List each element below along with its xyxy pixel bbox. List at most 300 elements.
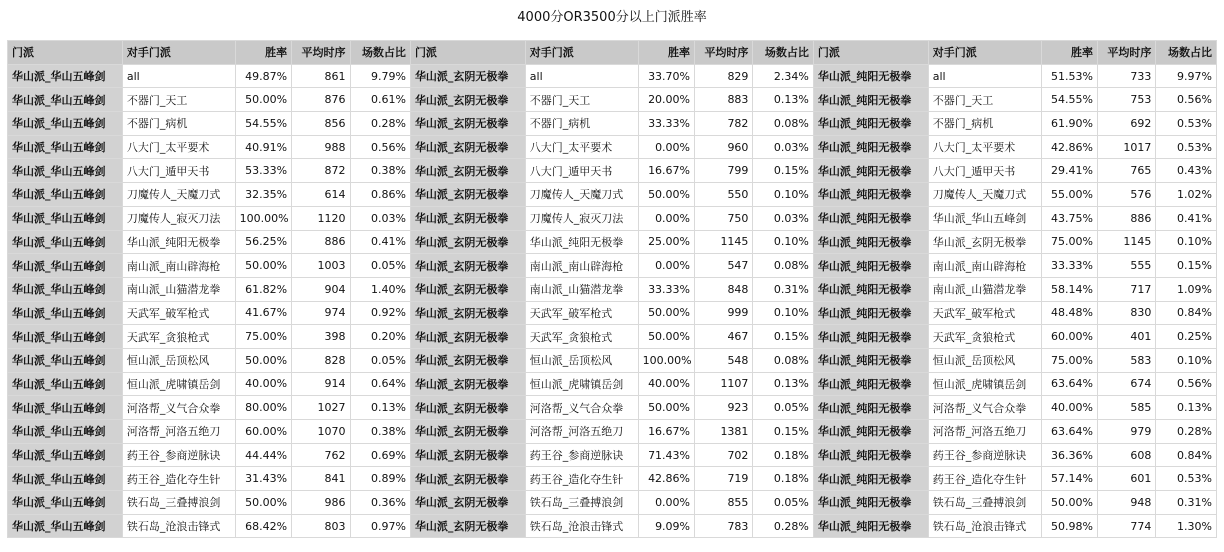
sect-cell: 华山派_纯阳无极拳 (813, 112, 928, 136)
match-share-cell: 0.05% (350, 254, 410, 278)
win-rate-cell: 0.00% (638, 206, 694, 230)
avg-timing-cell: 719 (695, 467, 753, 491)
win-rate-cell: 16.67% (638, 420, 694, 444)
match-share-cell: 0.10% (1156, 230, 1217, 254)
match-share-cell: 0.41% (350, 230, 410, 254)
sect-cell: 华山派_纯阳无极拳 (813, 491, 928, 515)
win-rate-cell: 0.00% (638, 254, 694, 278)
win-rate-cell: 31.43% (235, 467, 291, 491)
avg-timing-cell: 547 (695, 254, 753, 278)
sect-cell: 华山派_纯阳无极拳 (813, 206, 928, 230)
opponent-cell: 华山派_纯阳无极拳 (122, 230, 235, 254)
opponent-cell: 铁石岛_三叠搏浪剑 (525, 491, 638, 515)
win-rate-cell: 0.00% (638, 135, 694, 159)
win-rate-cell: 63.64% (1041, 372, 1097, 396)
win-rate-cell: 54.55% (235, 112, 291, 136)
avg-timing-cell: 999 (695, 301, 753, 325)
table-row (8, 112, 1217, 136)
table-row (8, 159, 1217, 183)
opponent-cell: 南山派_南山辟海枪 (525, 254, 638, 278)
win-rate-cell: 75.00% (235, 325, 291, 349)
header-row (8, 41, 1217, 65)
sect-cell: 华山派_玄阴无极拳 (410, 325, 525, 349)
win-rate-cell: 63.64% (1041, 420, 1097, 444)
win-rate-cell: 40.00% (638, 372, 694, 396)
match-share-cell: 0.43% (1156, 159, 1217, 183)
avg-timing-cell: 576 (1097, 183, 1155, 207)
opponent-header: 对手门派 (928, 41, 1041, 65)
table-row (8, 325, 1217, 349)
avg-timing-cell: 692 (1097, 112, 1155, 136)
avg-timing-cell: 979 (1097, 420, 1155, 444)
avg-timing-cell: 750 (695, 206, 753, 230)
table-row (8, 372, 1217, 396)
avg-timing-cell: 783 (695, 514, 753, 538)
win-rate-cell: 50.00% (1041, 491, 1097, 515)
table-row (8, 301, 1217, 325)
table-row (8, 467, 1217, 491)
win-rate-header: 胜率 (235, 41, 291, 65)
avg-timing-header: 平均时序 (695, 41, 753, 65)
sect-cell: 华山派_华山五峰剑 (8, 135, 123, 159)
win-rate-cell: 40.00% (235, 372, 291, 396)
opponent-cell: 铁石岛_三叠搏浪剑 (122, 491, 235, 515)
sect-cell: 华山派_华山五峰剑 (8, 159, 123, 183)
match-share-header: 场数占比 (1156, 41, 1217, 65)
opponent-cell: 恒山派_岳顶松风 (122, 348, 235, 372)
avg-timing-cell: 733 (1097, 64, 1155, 88)
sect-cell: 华山派_华山五峰剑 (8, 443, 123, 467)
opponent-cell: 河洛帮_河洛五绝刀 (928, 420, 1041, 444)
opponent-cell: 不器门_病机 (122, 112, 235, 136)
sect-cell: 华山派_纯阳无极拳 (813, 277, 928, 301)
avg-timing-cell: 601 (1097, 467, 1155, 491)
match-share-cell: 0.10% (753, 183, 813, 207)
win-rate-cell: 41.67% (235, 301, 291, 325)
avg-timing-cell: 1381 (695, 420, 753, 444)
win-rate-cell: 40.00% (1041, 396, 1097, 420)
win-rate-cell: 44.44% (235, 443, 291, 467)
win-rate-cell: 58.14% (1041, 277, 1097, 301)
table-row (8, 254, 1217, 278)
avg-timing-cell: 548 (695, 348, 753, 372)
sect-cell: 华山派_华山五峰剑 (8, 112, 123, 136)
opponent-cell: 铁石岛_沧浪击锋式 (928, 514, 1041, 538)
opponent-cell: 恒山派_虎啸镇岳剑 (122, 372, 235, 396)
match-share-cell: 0.13% (753, 372, 813, 396)
table-row (8, 443, 1217, 467)
avg-timing-cell: 774 (1097, 514, 1155, 538)
match-share-cell: 0.08% (753, 348, 813, 372)
win-rate-cell: 50.00% (638, 183, 694, 207)
win-rate-cell: 0.00% (638, 491, 694, 515)
table-row (8, 64, 1217, 88)
avg-timing-cell: 872 (292, 159, 350, 183)
win-rate-cell: 9.09% (638, 514, 694, 538)
opponent-cell: 恒山派_岳顶松风 (525, 348, 638, 372)
avg-timing-cell: 717 (1097, 277, 1155, 301)
win-rate-cell: 71.43% (638, 443, 694, 467)
avg-timing-cell: 1145 (695, 230, 753, 254)
table-row (8, 135, 1217, 159)
match-share-cell: 0.18% (753, 467, 813, 491)
win-rate-cell: 50.98% (1041, 514, 1097, 538)
avg-timing-cell: 1070 (292, 420, 350, 444)
sect-cell: 华山派_纯阳无极拳 (813, 514, 928, 538)
avg-timing-cell: 614 (292, 183, 350, 207)
avg-timing-cell: 830 (1097, 301, 1155, 325)
win-rate-cell: 57.14% (1041, 467, 1097, 491)
match-share-cell: 0.15% (1156, 254, 1217, 278)
opponent-cell: 华山派_玄阴无极拳 (928, 230, 1041, 254)
table-row (8, 491, 1217, 515)
avg-timing-cell: 948 (1097, 491, 1155, 515)
match-share-cell: 0.28% (1156, 420, 1217, 444)
sect-header: 门派 (813, 41, 928, 65)
win-rate-cell: 33.33% (1041, 254, 1097, 278)
match-share-cell: 1.02% (1156, 183, 1217, 207)
opponent-cell: 恒山派_岳顶松风 (928, 348, 1041, 372)
opponent-cell: 八大门_遁甲天书 (122, 159, 235, 183)
opponent-cell: 天武军_破军枪式 (122, 301, 235, 325)
match-share-cell: 9.97% (1156, 64, 1217, 88)
table-row (8, 183, 1217, 207)
sect-cell: 华山派_纯阳无极拳 (813, 88, 928, 112)
sect-cell: 华山派_华山五峰剑 (8, 64, 123, 88)
opponent-cell: 不器门_病机 (525, 112, 638, 136)
sect-cell: 华山派_纯阳无极拳 (813, 159, 928, 183)
avg-timing-header: 平均时序 (1097, 41, 1155, 65)
opponent-cell: 八大门_太平要术 (928, 135, 1041, 159)
match-share-cell: 0.10% (753, 301, 813, 325)
avg-timing-cell: 799 (695, 159, 753, 183)
match-share-cell: 0.03% (753, 135, 813, 159)
opponent-cell: 河洛帮_义气合众拳 (525, 396, 638, 420)
sect-cell: 华山派_纯阳无极拳 (813, 183, 928, 207)
opponent-cell: 药王谷_参商逆脉诀 (928, 443, 1041, 467)
match-share-cell: 0.92% (350, 301, 410, 325)
avg-timing-cell: 782 (695, 112, 753, 136)
sect-cell: 华山派_华山五峰剑 (8, 206, 123, 230)
win-rate-cell: 33.33% (638, 112, 694, 136)
sect-cell: 华山派_华山五峰剑 (8, 88, 123, 112)
sect-cell: 华山派_玄阴无极拳 (410, 467, 525, 491)
win-rate-cell: 100.00% (235, 206, 291, 230)
match-share-cell: 0.25% (1156, 325, 1217, 349)
avg-timing-cell: 883 (695, 88, 753, 112)
win-rate-cell: 32.35% (235, 183, 291, 207)
sect-cell: 华山派_纯阳无极拳 (813, 348, 928, 372)
opponent-cell: 不器门_天工 (122, 88, 235, 112)
sect-cell: 华山派_玄阴无极拳 (410, 64, 525, 88)
match-share-cell: 0.03% (350, 206, 410, 230)
win-rate-cell: 75.00% (1041, 230, 1097, 254)
opponent-cell: all (928, 64, 1041, 88)
match-share-cell: 0.38% (350, 420, 410, 444)
match-share-cell: 0.10% (1156, 348, 1217, 372)
opponent-cell: 恒山派_虎啸镇岳剑 (525, 372, 638, 396)
avg-timing-cell: 876 (292, 88, 350, 112)
table-row (8, 514, 1217, 538)
sect-cell: 华山派_玄阴无极拳 (410, 206, 525, 230)
sect-header: 门派 (8, 41, 123, 65)
sect-cell: 华山派_华山五峰剑 (8, 254, 123, 278)
win-rate-cell: 50.00% (235, 348, 291, 372)
win-rate-cell: 51.53% (1041, 64, 1097, 88)
avg-timing-cell: 765 (1097, 159, 1155, 183)
sect-cell: 华山派_华山五峰剑 (8, 420, 123, 444)
sect-cell: 华山派_纯阳无极拳 (813, 254, 928, 278)
avg-timing-header: 平均时序 (292, 41, 350, 65)
avg-timing-cell: 841 (292, 467, 350, 491)
opponent-cell: 刀魔传人_天魔刀式 (122, 183, 235, 207)
match-share-cell: 0.53% (1156, 467, 1217, 491)
win-rate-cell: 60.00% (1041, 325, 1097, 349)
opponent-cell: 不器门_天工 (928, 88, 1041, 112)
opponent-cell: 药王谷_参商逆脉诀 (122, 443, 235, 467)
match-share-cell: 0.20% (350, 325, 410, 349)
opponent-header: 对手门派 (525, 41, 638, 65)
opponent-cell: 八大门_遁甲天书 (525, 159, 638, 183)
opponent-cell: 药王谷_造化夺生针 (525, 467, 638, 491)
match-share-cell: 0.41% (1156, 206, 1217, 230)
win-rate-cell: 20.00% (638, 88, 694, 112)
match-share-cell: 0.69% (350, 443, 410, 467)
win-rate-cell: 16.67% (638, 159, 694, 183)
sect-cell: 华山派_玄阴无极拳 (410, 159, 525, 183)
avg-timing-cell: 398 (292, 325, 350, 349)
avg-timing-cell: 828 (292, 348, 350, 372)
opponent-cell: 南山派_山猫潜龙拳 (525, 277, 638, 301)
sect-cell: 华山派_华山五峰剑 (8, 277, 123, 301)
sect-cell: 华山派_玄阴无极拳 (410, 301, 525, 325)
avg-timing-cell: 856 (292, 112, 350, 136)
match-share-cell: 0.36% (350, 491, 410, 515)
opponent-cell: 河洛帮_义气合众拳 (122, 396, 235, 420)
match-share-cell: 0.84% (1156, 301, 1217, 325)
sect-cell: 华山派_玄阴无极拳 (410, 348, 525, 372)
match-share-cell: 2.34% (753, 64, 813, 88)
avg-timing-cell: 555 (1097, 254, 1155, 278)
match-share-cell: 0.53% (1156, 135, 1217, 159)
opponent-cell: 河洛帮_义气合众拳 (928, 396, 1041, 420)
win-rate-cell: 50.00% (235, 254, 291, 278)
sect-header: 门派 (410, 41, 525, 65)
win-rate-cell: 36.36% (1041, 443, 1097, 467)
opponent-cell: 铁石岛_沧浪击锋式 (122, 514, 235, 538)
match-share-cell: 0.97% (350, 514, 410, 538)
opponent-cell: 天武军_破军枪式 (525, 301, 638, 325)
win-rate-cell: 48.48% (1041, 301, 1097, 325)
match-share-cell: 0.53% (1156, 112, 1217, 136)
match-share-cell: 0.31% (1156, 491, 1217, 515)
sect-cell: 华山派_华山五峰剑 (8, 372, 123, 396)
sect-cell: 华山派_华山五峰剑 (8, 467, 123, 491)
match-share-cell: 0.64% (350, 372, 410, 396)
avg-timing-cell: 960 (695, 135, 753, 159)
avg-timing-cell: 829 (695, 64, 753, 88)
match-share-cell: 0.84% (1156, 443, 1217, 467)
match-share-cell: 0.18% (753, 443, 813, 467)
sect-cell: 华山派_玄阴无极拳 (410, 372, 525, 396)
sect-cell: 华山派_华山五峰剑 (8, 491, 123, 515)
opponent-cell: 铁石岛_三叠搏浪剑 (928, 491, 1041, 515)
opponent-cell: 河洛帮_河洛五绝刀 (122, 420, 235, 444)
avg-timing-cell: 608 (1097, 443, 1155, 467)
sect-cell: 华山派_纯阳无极拳 (813, 64, 928, 88)
opponent-cell: 药王谷_造化夺生针 (122, 467, 235, 491)
sect-cell: 华山派_玄阴无极拳 (410, 183, 525, 207)
win-rate-cell: 25.00% (638, 230, 694, 254)
win-rate-cell: 50.00% (235, 491, 291, 515)
sect-cell: 华山派_玄阴无极拳 (410, 135, 525, 159)
avg-timing-cell: 1145 (1097, 230, 1155, 254)
win-rate-cell: 75.00% (1041, 348, 1097, 372)
match-share-cell: 0.10% (753, 230, 813, 254)
avg-timing-cell: 986 (292, 491, 350, 515)
opponent-cell: 药王谷_参商逆脉诀 (525, 443, 638, 467)
sect-cell: 华山派_纯阳无极拳 (813, 135, 928, 159)
sect-cell: 华山派_纯阳无极拳 (813, 420, 928, 444)
match-share-cell: 1.40% (350, 277, 410, 301)
match-share-cell: 0.89% (350, 467, 410, 491)
win-rate-cell: 56.25% (235, 230, 291, 254)
sect-cell: 华山派_纯阳无极拳 (813, 396, 928, 420)
avg-timing-cell: 550 (695, 183, 753, 207)
match-share-header: 场数占比 (350, 41, 410, 65)
sect-cell: 华山派_华山五峰剑 (8, 183, 123, 207)
opponent-header: 对手门派 (122, 41, 235, 65)
match-share-cell: 9.79% (350, 64, 410, 88)
sect-cell: 华山派_玄阴无极拳 (410, 230, 525, 254)
match-share-cell: 0.15% (753, 325, 813, 349)
sect-cell: 华山派_纯阳无极拳 (813, 230, 928, 254)
match-share-cell: 0.86% (350, 183, 410, 207)
match-share-cell: 0.08% (753, 254, 813, 278)
avg-timing-cell: 674 (1097, 372, 1155, 396)
table-row (8, 420, 1217, 444)
sect-cell: 华山派_纯阳无极拳 (813, 467, 928, 491)
match-share-cell: 0.08% (753, 112, 813, 136)
match-share-cell: 0.38% (350, 159, 410, 183)
avg-timing-cell: 904 (292, 277, 350, 301)
sect-cell: 华山派_纯阳无极拳 (813, 325, 928, 349)
page-title: 4000分OR3500分以上门派胜率 (517, 10, 707, 25)
win-rate-cell: 55.00% (1041, 183, 1097, 207)
sect-cell: 华山派_玄阴无极拳 (410, 514, 525, 538)
opponent-cell: 铁石岛_沧浪击锋式 (525, 514, 638, 538)
opponent-cell: 天武军_贪狼枪式 (525, 325, 638, 349)
avg-timing-cell: 762 (292, 443, 350, 467)
sect-cell: 华山派_华山五峰剑 (8, 325, 123, 349)
table-body (8, 64, 1217, 538)
win-rate-cell: 60.00% (235, 420, 291, 444)
sect-cell: 华山派_玄阴无极拳 (410, 420, 525, 444)
avg-timing-cell: 886 (1097, 206, 1155, 230)
opponent-cell: 南山派_南山辟海枪 (928, 254, 1041, 278)
sect-cell: 华山派_华山五峰剑 (8, 396, 123, 420)
win-rate-header: 胜率 (1041, 41, 1097, 65)
match-share-cell: 0.15% (753, 159, 813, 183)
table-row (8, 396, 1217, 420)
avg-timing-cell: 401 (1097, 325, 1155, 349)
avg-timing-cell: 702 (695, 443, 753, 467)
table-row (8, 277, 1217, 301)
avg-timing-cell: 988 (292, 135, 350, 159)
opponent-cell: 八大门_遁甲天书 (928, 159, 1041, 183)
opponent-cell: 刀魔传人_寂灭刀法 (122, 206, 235, 230)
win-rate-cell: 40.91% (235, 135, 291, 159)
avg-timing-cell: 803 (292, 514, 350, 538)
avg-timing-cell: 583 (1097, 348, 1155, 372)
table-row (8, 348, 1217, 372)
match-share-cell: 0.28% (753, 514, 813, 538)
sect-cell: 华山派_玄阴无极拳 (410, 88, 525, 112)
win-rate-cell: 80.00% (235, 396, 291, 420)
match-share-cell: 1.30% (1156, 514, 1217, 538)
avg-timing-cell: 1003 (292, 254, 350, 278)
match-share-cell: 0.13% (1156, 396, 1217, 420)
opponent-cell: 南山派_山猫潜龙拳 (122, 277, 235, 301)
win-rate-cell: 50.00% (235, 88, 291, 112)
match-share-cell: 0.03% (753, 206, 813, 230)
opponent-cell: 天武军_贪狼枪式 (928, 325, 1041, 349)
opponent-cell: 天武军_破军枪式 (928, 301, 1041, 325)
match-share-cell: 0.15% (753, 420, 813, 444)
match-share-cell: 1.09% (1156, 277, 1217, 301)
avg-timing-cell: 974 (292, 301, 350, 325)
win-rate-cell: 100.00% (638, 348, 694, 372)
opponent-cell: 华山派_华山五峰剑 (928, 206, 1041, 230)
win-rate-cell: 42.86% (1041, 135, 1097, 159)
win-rate-cell: 50.00% (638, 301, 694, 325)
win-rate-cell: 43.75% (1041, 206, 1097, 230)
match-share-cell: 0.31% (753, 277, 813, 301)
opponent-cell: 八大门_太平要术 (525, 135, 638, 159)
match-share-cell: 0.05% (753, 491, 813, 515)
win-rate-cell: 49.87% (235, 64, 291, 88)
sect-cell: 华山派_纯阳无极拳 (813, 372, 928, 396)
sect-cell: 华山派_华山五峰剑 (8, 230, 123, 254)
win-rate-cell: 54.55% (1041, 88, 1097, 112)
opponent-cell: 天武军_贪狼枪式 (122, 325, 235, 349)
avg-timing-cell: 467 (695, 325, 753, 349)
win-rate-cell: 50.00% (638, 325, 694, 349)
avg-timing-cell: 585 (1097, 396, 1155, 420)
opponent-cell: 华山派_纯阳无极拳 (525, 230, 638, 254)
opponent-cell: 八大门_太平要术 (122, 135, 235, 159)
sect-cell: 华山派_玄阴无极拳 (410, 254, 525, 278)
sect-cell: 华山派_玄阴无极拳 (410, 277, 525, 301)
opponent-cell: 南山派_南山辟海枪 (122, 254, 235, 278)
win-rate-header: 胜率 (638, 41, 694, 65)
opponent-cell: 恒山派_虎啸镇岳剑 (928, 372, 1041, 396)
table-row (8, 206, 1217, 230)
opponent-cell: 南山派_山猫潜龙拳 (928, 277, 1041, 301)
sect-cell: 华山派_玄阴无极拳 (410, 491, 525, 515)
avg-timing-cell: 848 (695, 277, 753, 301)
win-rate-cell: 33.33% (638, 277, 694, 301)
avg-timing-cell: 1017 (1097, 135, 1155, 159)
sect-cell: 华山派_华山五峰剑 (8, 514, 123, 538)
avg-timing-cell: 914 (292, 372, 350, 396)
match-share-cell: 0.56% (1156, 372, 1217, 396)
win-rate-cell: 68.42% (235, 514, 291, 538)
avg-timing-cell: 923 (695, 396, 753, 420)
avg-timing-cell: 861 (292, 64, 350, 88)
opponent-cell: 药王谷_造化夺生针 (928, 467, 1041, 491)
win-rate-cell: 33.70% (638, 64, 694, 88)
